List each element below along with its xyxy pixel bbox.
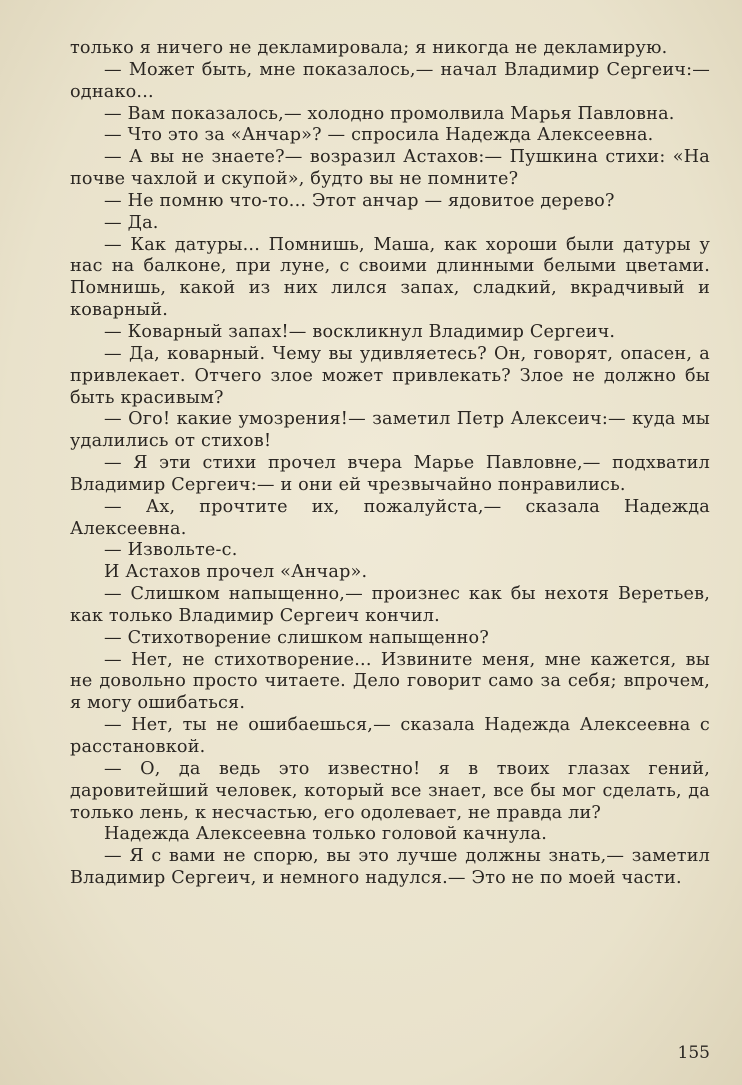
- paragraph: — Вам показалось,— холодно промолвила Марья Павловна.: [104, 103, 675, 124]
- paragraph: — Да, коварный. Чему вы удивляетесь? Он, говорят, опасен, а привлекает. Отчего злое может привлекать? Злое не должно бы быть красивым?: [70, 343, 710, 408]
- paragraph: — Ого! какие умозрения!— заметил Петр Алексеич:— куда мы удалились от стихов!: [70, 409, 710, 452]
- paragraph: — Что это за «Анчар»? — спросила Надежда Алексеевна.: [104, 125, 654, 146]
- paragraph: — Не помню что-то... Этот анчар — ядовитое дерево?: [104, 190, 615, 211]
- paragraph: — Я эти стихи прочел вчера Марье Павловне,— подхватил Владимир Сергеич:— и они ей чрезвычайно понравились.: [70, 453, 710, 495]
- paragraph: — Коварный запах!— воскликнул Владимир Сергеич.: [104, 321, 616, 342]
- paragraph: И Астахов прочел «Анчар».: [104, 562, 368, 583]
- paragraph: — Да.: [104, 212, 159, 233]
- page-number: 155: [677, 1043, 710, 1063]
- paragraph: — Я с вами не спорю, вы это лучше должны знать,— заметил Владимир Сергеич, и немного надулся.— Это не по моей части.: [70, 846, 710, 889]
- paragraph: — О, да ведь это известно! я в твоих глазах гений, даровитейший человек, который все знает, все бы мог сделать, да только лень, к несчастью, его одолевает, не правда ли?: [70, 758, 710, 823]
- paragraph: — Извольте-с.: [104, 540, 238, 561]
- paragraph: Надежда Алексеевна только головой качнула.: [104, 824, 547, 845]
- paragraph: — Нет, не стихотворение... Извините меня, мне кажется, вы не довольно просто читаете. Дело говорит само за себя; впрочем, я могу ошибаться.: [70, 649, 710, 714]
- paragraph: — Слишком напыщенно,— произнес как бы нехотя Веретьев, как только Владимир Сергеич кончил.: [70, 584, 710, 626]
- body-text: [70, 38, 710, 890]
- paragraph: — Стихотворение слишком напыщенно?: [104, 627, 489, 648]
- paragraph: — Нет, ты не ошибаешься,— сказала Надежда Алексеевна с расстановкой.: [70, 715, 710, 757]
- paragraph: — Может быть, мне показалось,— начал Владимир Сергеич:— однако...: [70, 59, 710, 102]
- paragraph: — Ах, прочтите их, пожалуйста,— сказала Надежда Алексеевна.: [70, 496, 710, 539]
- paragraph: — Как датуры... Помнишь, Маша, как хороши были датуры у нас на балконе, при луне, с своими длинными белыми цветами. Помнишь, какой из них лился запах, сладкий, вкрадчивый и коварный.: [70, 234, 710, 321]
- paragraph: только я ничего не декламировала; я никогда не декламирую.: [70, 38, 668, 58]
- paragraph: — А вы не знаете?— возразил Астахов:— Пушкина стихи: «На почве чахлой и скупой», будто вы не помните?: [70, 147, 710, 190]
